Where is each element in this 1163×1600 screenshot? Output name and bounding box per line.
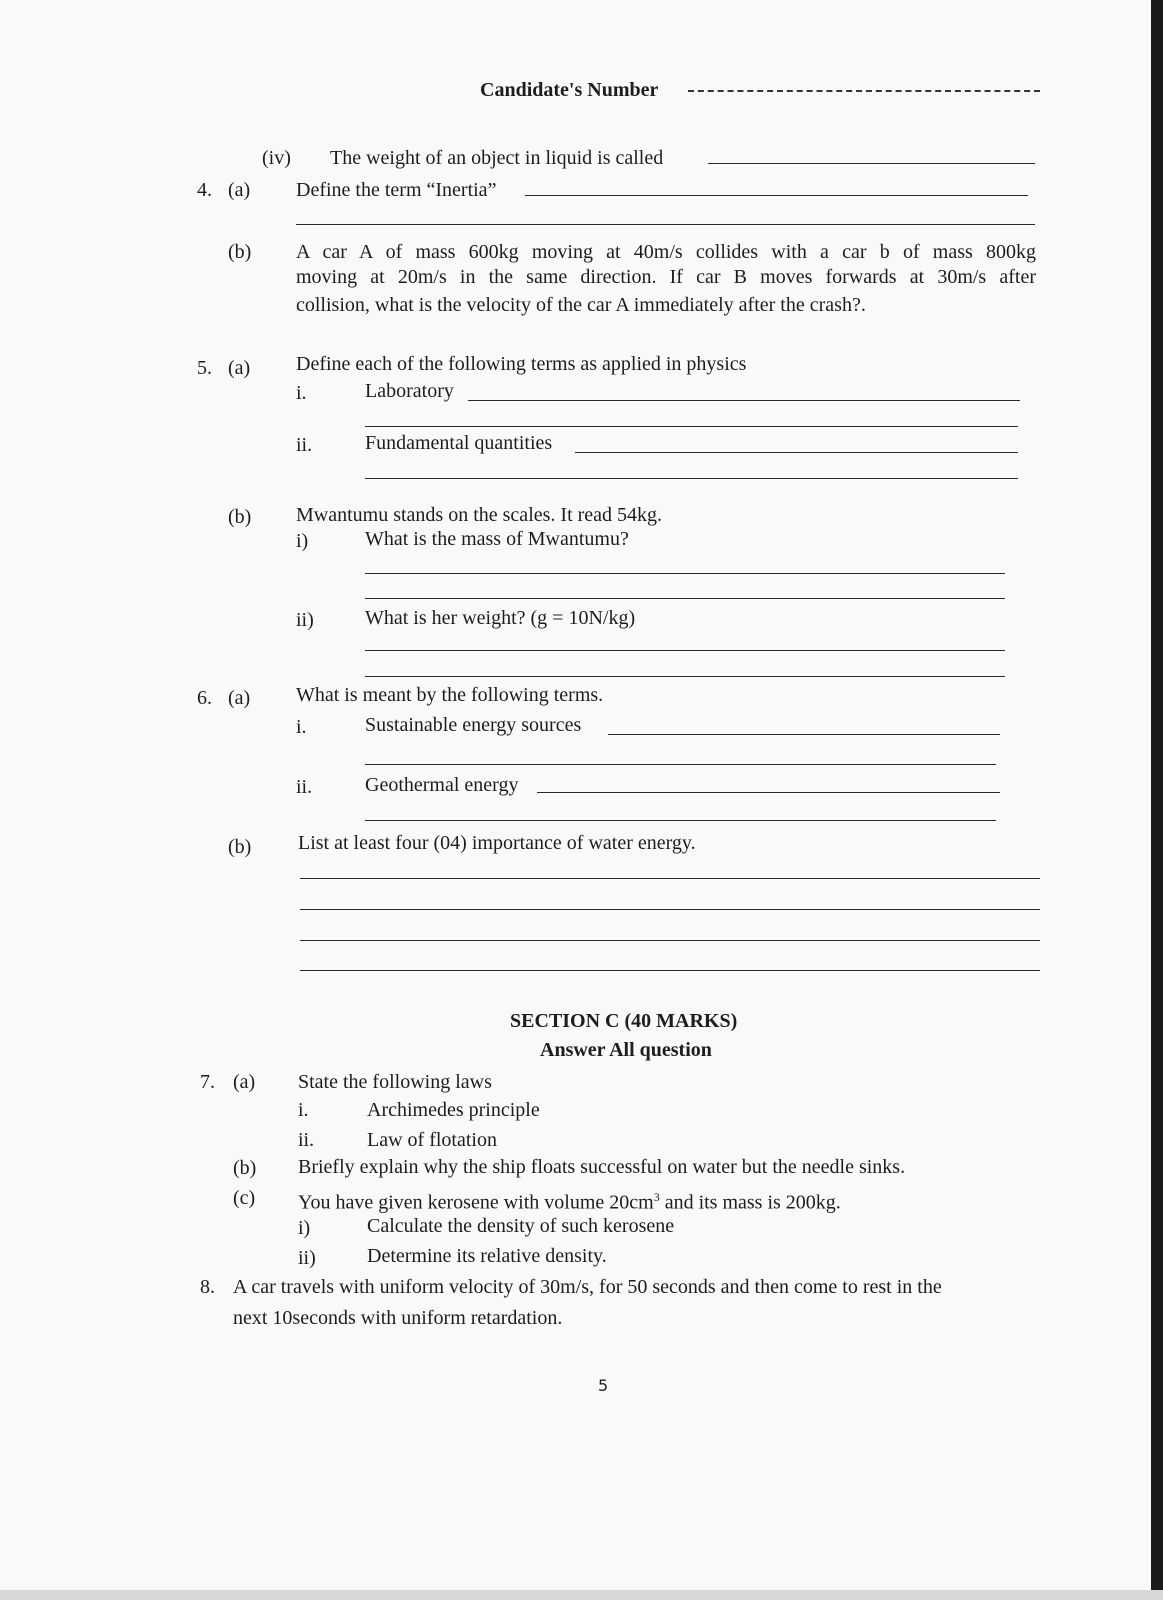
answer-line[interactable] (365, 676, 1005, 677)
q4-b-line3: collision, what is the velocity of the car A immediately after the crash?. (296, 294, 866, 316)
q7-a-label: (a) (233, 1071, 256, 1093)
q5-bi-text: What is the mass of Mwantumu? (365, 528, 629, 550)
answer-line[interactable] (365, 478, 1018, 479)
answer-line[interactable] (300, 909, 1040, 910)
q6-i-label: i. (296, 716, 307, 738)
candidate-number-label: Candidate's Number (480, 79, 659, 101)
q5-bii-label: ii) (296, 609, 314, 631)
q5-bi-label: i) (296, 530, 309, 552)
q5-ii-text: Fundamental quantities (365, 432, 553, 454)
scan-bottom-edge (0, 1590, 1163, 1600)
q5-b-text: Mwantumu stands on the scales. It read 54kg. (296, 504, 663, 526)
q4-b-line2: moving at 20m/s in the same direction. If car B moves forwards at 30m/s after (296, 266, 1036, 288)
q5-i-text: Laboratory (365, 380, 454, 402)
answer-line[interactable] (525, 195, 1028, 196)
q5-i-label: i. (296, 382, 307, 404)
answer-line[interactable] (608, 734, 1000, 735)
answer-line[interactable] (365, 426, 1018, 427)
q4-a-label: (a) (228, 179, 251, 201)
q7-number: 7. (200, 1071, 215, 1093)
section-c-instruction: Answer All question (540, 1039, 712, 1061)
answer-line[interactable] (708, 163, 1035, 164)
q6-ii-label: ii. (296, 776, 313, 798)
q5-a-label: (a) (228, 357, 251, 379)
q7-b-label: (b) (233, 1157, 257, 1179)
answer-line[interactable] (468, 400, 1020, 401)
answer-line[interactable] (300, 878, 1040, 879)
q6-b-label: (b) (228, 836, 252, 858)
scan-edge (1151, 0, 1163, 1600)
candidate-number-field[interactable] (688, 90, 1040, 92)
answer-line[interactable] (575, 452, 1018, 453)
q4-number: 4. (197, 179, 212, 201)
q5-bii-text: What is her weight? (g = 10N/kg) (365, 607, 636, 629)
q7-c-text-post: and its mass is 200kg. (659, 1191, 841, 1214)
q7-ii-label: ii. (298, 1129, 315, 1151)
q5-number: 5. (197, 357, 212, 379)
q7-c-label: (c) (233, 1187, 256, 1209)
q5-b-label: (b) (228, 506, 252, 528)
answer-line[interactable] (300, 970, 1040, 971)
q7-cii-text: Determine its relative density. (367, 1245, 607, 1267)
q6-b-text: List at least four (04) importance of water energy. (298, 832, 696, 854)
q7-ci-label: i) (298, 1217, 311, 1239)
q3-iv-text: The weight of an object in liquid is called (330, 147, 664, 169)
q4-a-text: Define the term “Inertia” (296, 179, 497, 201)
section-c-title: SECTION C (40 MARKS) (510, 1010, 738, 1032)
q8-line2: next 10seconds with uniform retardation. (233, 1307, 563, 1329)
q6-i-text: Sustainable energy sources (365, 714, 582, 736)
answer-line[interactable] (365, 598, 1005, 599)
q5-a-text: Define each of the following terms as applied in physics (296, 353, 747, 375)
page-number: 5 (598, 1376, 609, 1395)
q7-c-text (298, 1185, 841, 1215)
q7-ii-text: Law of flotation (367, 1129, 497, 1151)
q6-a-label: (a) (228, 687, 251, 709)
q4-b-line1: A car A of mass 600kg moving at 40m/s collides with a car b of mass 800kg (296, 241, 1036, 263)
answer-line[interactable] (365, 764, 996, 765)
answer-line[interactable] (365, 650, 1005, 651)
q6-number: 6. (197, 687, 212, 709)
q7-cii-label: ii) (298, 1247, 316, 1269)
answer-line[interactable] (365, 573, 1005, 574)
answer-line[interactable] (537, 792, 1000, 793)
superscript: 3 (653, 1190, 660, 1204)
q8-line1: A car travels with uniform velocity of 30m/s, for 50 seconds and then come to rest in the (233, 1276, 942, 1298)
q7-b-text: Briefly explain why the ship floats successful on water but the needle sinks. (298, 1156, 906, 1178)
q7-i-text: Archimedes principle (367, 1099, 540, 1121)
q7-i-label: i. (298, 1099, 309, 1121)
answer-line[interactable] (300, 940, 1040, 941)
q8-number: 8. (200, 1276, 215, 1298)
q4-b-label: (b) (228, 241, 252, 263)
answer-line[interactable] (296, 224, 1035, 225)
q6-a-text: What is meant by the following terms. (296, 684, 604, 706)
q5-ii-label: ii. (296, 434, 313, 456)
q7-a-text: State the following laws (298, 1071, 492, 1093)
q7-ci-text: Calculate the density of such kerosene (367, 1215, 675, 1237)
q3-iv-number: (iv) (262, 147, 291, 169)
answer-line[interactable] (365, 820, 996, 821)
q6-ii-text: Geothermal energy (365, 774, 519, 796)
q7-c-text-pre: You have given kerosene with volume 20cm (298, 1191, 654, 1214)
